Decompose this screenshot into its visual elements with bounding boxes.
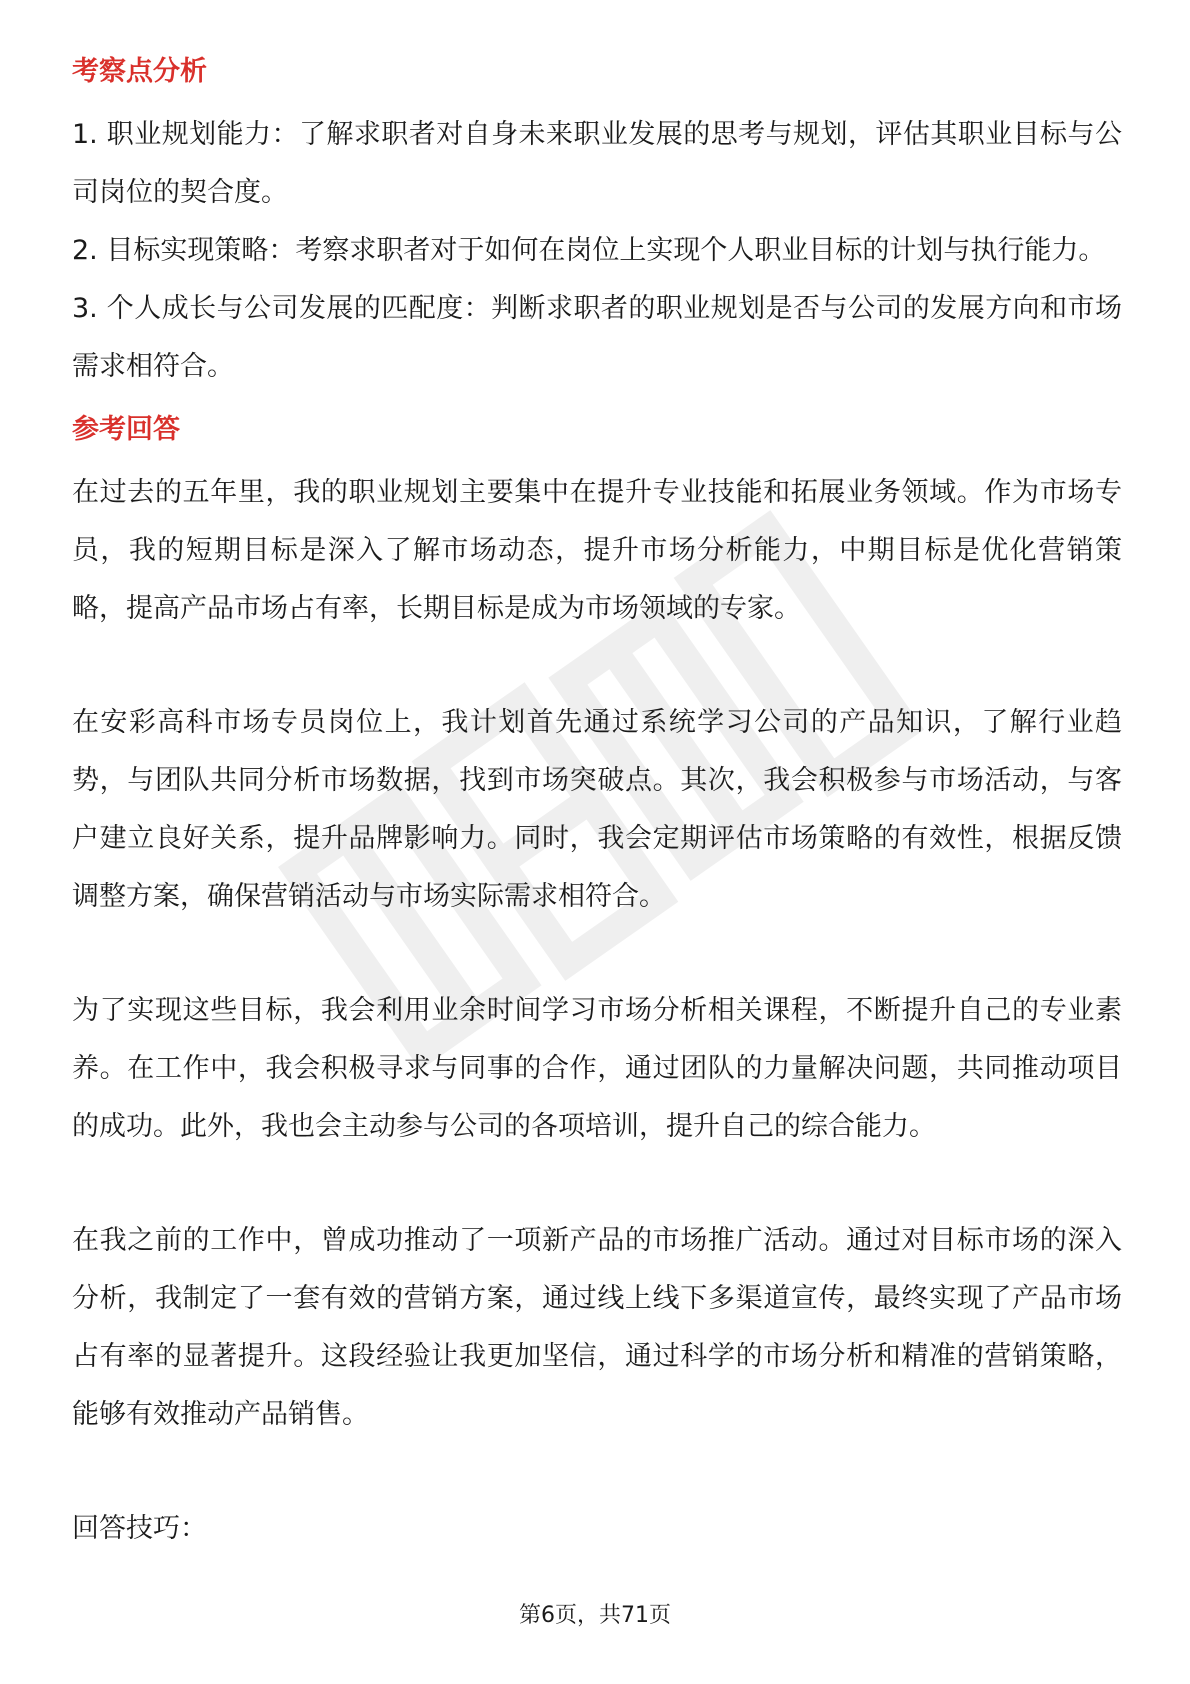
section-heading-reference-answer: 参考回答 (72, 414, 180, 445)
main-content (72, 48, 1122, 1558)
answer-paragraph-2: 在安彩高科市场专员岗位上，我计划首先通过系统学习公司的产品知识，了解行业趋势，与团队共同分析市场数据，找到市场突破点。其次，我会积极参与市场活动，与客户建立良好关系，提升品牌影响力。同时，我会定期评估市场策略的有效性，根据反馈调整方案，确保营销活动与市场实际需求相符合。 (72, 707, 1122, 912)
answer-paragraph-1: 在过去的五年里，我的职业规划主要集中在提升专业技能和拓展业务领域。作为市场专员，我的短期目标是深入了解市场动态，提升市场分析能力，中期目标是优化营销策略，提高产品市场占有率，长期目标是成为市场领域的专家。 (72, 477, 1122, 624)
answer-paragraph-3: 为了实现这些目标，我会利用业余时间学习市场分析相关课程，不断提升自己的专业素养。在工作中，我会积极寻求与同事的合作，通过团队的力量解决问题，共同推动项目的成功。此外，我也会主动参与公司的各项培训，提升自己的综合能力。 (72, 995, 1122, 1142)
analysis-item-1: 1. 职业规划能力：了解求职者对自身未来职业发展的思考与规划，评估其职业目标与公司岗位的契合度。 (72, 119, 1122, 208)
answer-paragraph-4: 在我之前的工作中，曾成功推动了一项新产品的市场推广活动。通过对目标市场的深入分析，我制定了一套有效的营销方案，通过线上线下多渠道宣传，最终实现了产品市场占有率的显著提升。这段经验让我更加坚信，通过科学的市场分析和精准的营销策略，能够有效推动产品销售。 (72, 1225, 1122, 1430)
page-number: 第6页，共71页 (519, 1603, 671, 1628)
analysis-item-3: 3. 个人成长与公司发展的匹配度：判断求职者的职业规划是否与公司的发展方向和市场需求相符合。 (72, 293, 1122, 382)
section-heading-analysis: 考察点分析 (72, 56, 207, 87)
tips-label: 回答技巧： (72, 1513, 207, 1544)
analysis-item-2: 2. 目标实现策略：考察求职者对于如何在岗位上实现个人职业目标的计划与执行能力。 (72, 235, 1106, 266)
